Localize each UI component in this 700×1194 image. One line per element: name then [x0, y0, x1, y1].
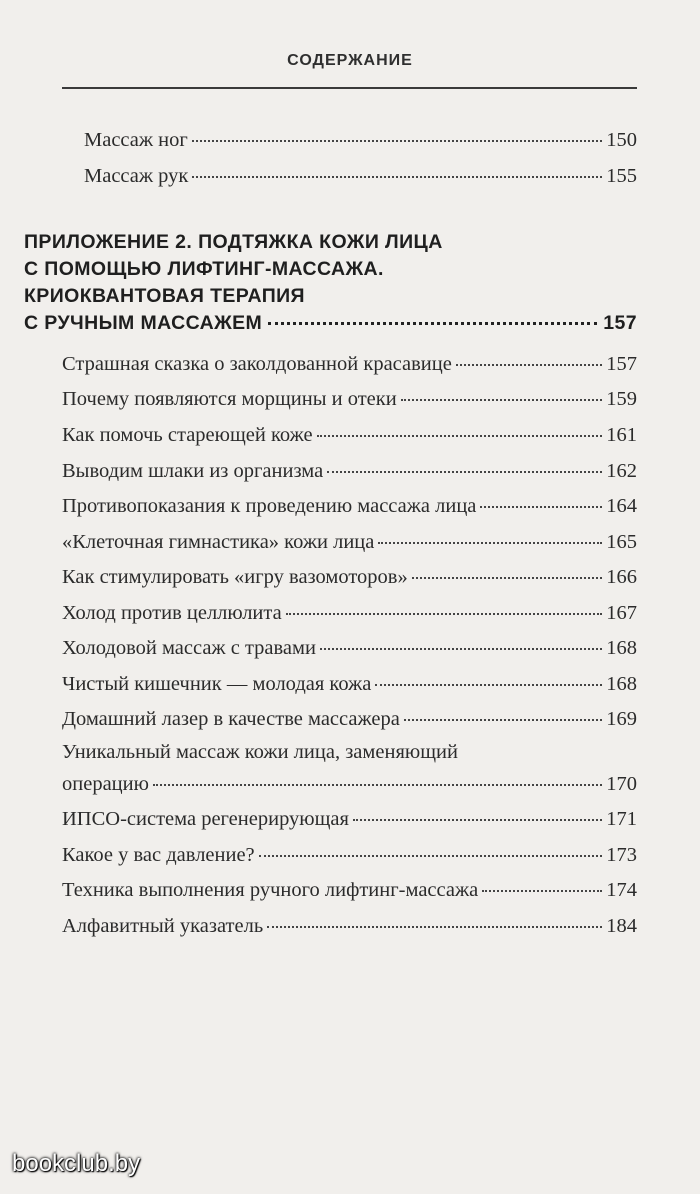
- toc-entry-title: Холодовой массаж с травами: [62, 637, 316, 659]
- toc-entry-title: Домашний лазер в качестве массажера: [62, 708, 400, 730]
- toc-entry[interactable]: [62, 673, 637, 696]
- toc-entry[interactable]: [62, 495, 637, 518]
- dot-leader: [378, 542, 602, 544]
- toc-entry[interactable]: [62, 808, 637, 831]
- dot-leader: [412, 577, 603, 579]
- toc-entry-title: Техника выполнения ручного лифтинг-массажа: [62, 879, 479, 901]
- appendix-heading-text: С РУЧНЫМ МАССАЖЕМ: [24, 312, 263, 334]
- toc-entry-title: «Клеточная гимнастика» кожи лица: [62, 531, 375, 553]
- dot-leader: [401, 399, 603, 401]
- toc-entry-title: ИПСО-система регенерирующая: [62, 808, 349, 830]
- dot-leader: [320, 648, 602, 650]
- toc-entry-title: Противопоказания к проведению массажа лица: [62, 495, 477, 517]
- toc-entry-title: Алфавитный указатель: [62, 915, 264, 937]
- toc-entry[interactable]: [62, 773, 637, 796]
- toc-entry-title: Как стимулировать «игру вазомоторов»: [62, 566, 408, 588]
- toc-entry-page: 169: [606, 708, 637, 730]
- toc-entry[interactable]: [62, 602, 637, 625]
- toc-entry-page: 155: [606, 165, 637, 187]
- toc-entry[interactable]: [62, 879, 637, 902]
- toc-entry[interactable]: [84, 129, 637, 152]
- dot-leader: [267, 926, 602, 928]
- toc-entry-page: 150: [606, 129, 637, 151]
- toc-entry-page: 162: [606, 460, 637, 482]
- toc-entry[interactable]: [62, 844, 637, 867]
- dot-leader: [480, 506, 602, 508]
- toc-entry[interactable]: [62, 531, 637, 554]
- header-rule: [62, 87, 637, 89]
- toc-entry-page: 168: [606, 673, 637, 695]
- dot-leader: [192, 140, 602, 142]
- dot-leader: [327, 471, 602, 473]
- dot-leader: [456, 364, 602, 366]
- toc-entry-title: Почему появляются морщины и отеки: [62, 388, 397, 410]
- appendix-page: 157: [603, 312, 637, 334]
- toc-entry-page: 173: [606, 844, 637, 866]
- toc-entry-page: 167: [606, 602, 637, 624]
- dot-leader: [192, 176, 602, 178]
- page-header: СОДЕРЖАНИЕ: [287, 52, 413, 69]
- toc-entry[interactable]: [62, 353, 637, 376]
- toc-entry-page: 168: [606, 637, 637, 659]
- toc-entry-title: Чистый кишечник — молодая кожа: [62, 673, 372, 695]
- toc-entry-title: Массаж рук: [84, 165, 189, 187]
- toc-entry-title: Страшная сказка о заколдованной красавице: [62, 353, 452, 375]
- appendix-heading-line3[interactable]: КРИОКВАНТОВАЯ ТЕРАПИЯ: [24, 285, 305, 307]
- dot-leader: [259, 855, 603, 857]
- toc-entry-title: Массаж ног: [84, 129, 188, 151]
- toc-entry-page: 174: [606, 879, 637, 901]
- toc-entry-title: Какое у вас давление?: [62, 844, 255, 866]
- toc-entry-page: 166: [606, 566, 637, 588]
- appendix-heading-line4[interactable]: [24, 312, 637, 335]
- toc-entry[interactable]: [62, 460, 637, 483]
- toc-entry-title: Как помочь стареющей коже: [62, 424, 313, 446]
- toc-entry-page: 170: [606, 773, 637, 795]
- appendix-heading-line1[interactable]: ПРИЛОЖЕНИЕ 2. ПОДТЯЖКА КОЖИ ЛИЦА: [24, 231, 443, 253]
- dot-leader: [286, 613, 603, 615]
- dot-leader: [268, 322, 597, 325]
- toc-entry[interactable]: [62, 637, 637, 660]
- toc-entry-page: 184: [606, 915, 637, 937]
- toc-entry-page: 157: [606, 353, 637, 375]
- toc-entry-title: операцию: [62, 773, 149, 795]
- toc-entry-page: 161: [606, 424, 637, 446]
- appendix-heading-line2[interactable]: С ПОМОЩЬЮ ЛИФТИНГ-МАССАЖА.: [24, 258, 384, 280]
- dot-leader: [353, 819, 602, 821]
- dot-leader: [317, 435, 603, 437]
- toc-entry[interactable]: [62, 424, 637, 447]
- dot-leader: [153, 784, 602, 786]
- toc-entry-page: 164: [606, 495, 637, 517]
- dot-leader: [404, 719, 602, 721]
- toc-entry[interactable]: [84, 165, 637, 188]
- toc-entry-title: Выводим шлаки из организма: [62, 460, 324, 482]
- toc-entry[interactable]: [62, 915, 637, 938]
- toc-entry-page: 159: [606, 388, 637, 410]
- toc-entry[interactable]: [62, 566, 637, 589]
- toc-entry-title: Холод против целлюлита: [62, 602, 282, 624]
- toc-entry[interactable]: [62, 708, 637, 731]
- site-watermark: bookclub.by: [12, 1150, 141, 1177]
- dot-leader: [482, 890, 602, 892]
- toc-entry-page: 171: [606, 808, 637, 830]
- dot-leader: [375, 684, 602, 686]
- toc-entry-multiline-line1[interactable]: Уникальный массаж кожи лица, заменяющий: [62, 741, 458, 763]
- toc-entry-page: 165: [606, 531, 637, 553]
- toc-entry[interactable]: [62, 388, 637, 411]
